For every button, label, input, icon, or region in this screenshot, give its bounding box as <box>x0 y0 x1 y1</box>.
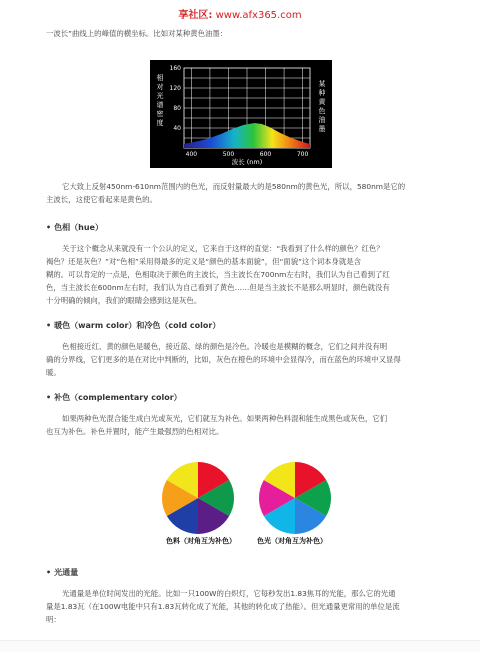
right-title-char: 色 <box>318 107 326 115</box>
warm-line-1: 色相接近红、黄的颜色是暖色，接近蓝、绿的颜色是冷色。冷暖也是模糊的概念，它们之间并没有明 <box>62 342 388 351</box>
hue-line-5: 十分明确的倾向，我们的眼睛会感到这是灰色。 <box>46 296 202 305</box>
site-header <box>0 6 480 21</box>
y-tick-label: 160 <box>169 65 181 72</box>
section-flux-title: 光通量 <box>54 568 79 577</box>
section-warm-title: 暖色（warm color）和冷色（cold color） <box>54 321 221 330</box>
x-tick-label: 500 <box>222 151 235 158</box>
intro-line: 一波长”曲线上的峰值的横坐标。比如对某种黄色油墨： <box>46 29 228 38</box>
x-tick-label: 400 <box>185 151 198 158</box>
flux-line-2: 量是1.83瓦（在100W电能中只有1.83瓦转化成了光能，其他的转化成了热能）。但光通量更常用的单位是流 <box>46 602 400 611</box>
right-title-char: 墨 <box>318 125 326 133</box>
y-tick-label: 40 <box>173 125 181 132</box>
hue-line-2: 褐色？还是灰色？”对“色相”采用得最多的定义是“颜色的基本面貌”，但“面貌”这个词本身就是含 <box>46 257 362 266</box>
y-tick-label: 120 <box>169 85 181 92</box>
page-bottom-edge <box>0 640 480 652</box>
comp-line-1: 如果两种色光混合能生成白光或灰光，它们就互为补色。如果两种色料混和能生成黑色或灰色，它们 <box>62 414 388 423</box>
y-title-char: 光 <box>156 92 164 100</box>
y-title-char: 度 <box>156 119 164 127</box>
x-tick-label: 600 <box>259 151 272 158</box>
pigment-wheel-caption: 色料（对角互为补色） <box>166 537 236 545</box>
spectral-density-chart <box>150 60 332 168</box>
section-comp-title: 补色（complementary color） <box>54 393 182 402</box>
y-title-char: 对 <box>156 83 164 91</box>
x-tick-label: 700 <box>296 151 309 158</box>
y-tick-label: 80 <box>173 105 181 112</box>
hue-line-1: 关于这个概念从来就没有一个公认的定义，它来自于这样的直觉：“我看到了什么样的颜色？红色？ <box>62 244 384 253</box>
y-title-char: 谱 <box>156 101 164 109</box>
warm-line-2: 确的分界线，它们更多的是在对比中判断的，比如，灰色在橙色的环境中会显得冷，而在蓝色的环境中又显得 <box>46 355 401 364</box>
warm-line-3: 暖。 <box>46 368 61 377</box>
pigment-color-wheel <box>162 462 234 534</box>
color-wheels <box>158 458 348 538</box>
section-complementary: • 补色（complementary color） <box>46 393 182 402</box>
flux-line-3: 明： <box>46 615 61 624</box>
flux-line-1: 光通量是单位时间发出的光能。比如一只100W的白炽灯，它每秒发出1.83焦耳的光能，那么它的光通 <box>62 589 396 598</box>
right-title-char: 种 <box>318 89 326 97</box>
hue-line-4: 色，当主波长在600nm左右时，我们认为自己看到了黄色……但是当主波长不是那么明显时，颜色就没有 <box>46 283 390 292</box>
section-hue-title: 色相（hue） <box>54 223 103 232</box>
y-title-char: 相 <box>156 74 164 82</box>
light-wheel-caption: 色光（对角互为补色） <box>257 537 327 545</box>
section-hue: • 色相（hue） <box>46 223 103 232</box>
para1-line-1: 它大致上反射450nm-610nm范围内的色光，而反射量最大的是580nm的黄色光，所以，580nm是它的 <box>62 182 406 191</box>
section-luminous-flux: • 光通量 <box>46 568 79 577</box>
comp-line-2: 也互为补色。补色并置时，能产生最强烈的色相对比。 <box>46 427 224 436</box>
right-title-char: 某 <box>318 80 326 88</box>
right-title-char: 油 <box>318 116 326 124</box>
para1-line-2: 主波长，这使它看起来是黄色的。 <box>46 195 157 204</box>
section-warm-cold: • 暖色（warm color）和冷色（cold color） <box>46 321 221 330</box>
hue-line-3: 糊的。可以肯定的一点是，色相取决于颜色的主波长，当主波长在700nm左右时，我们认为自己看到了红 <box>46 270 390 279</box>
x-axis-label: 波长 (nm) <box>231 158 263 166</box>
right-title-char: 黄 <box>318 98 326 106</box>
light-color-wheel <box>259 462 331 534</box>
site-url[interactable]: www.afx365.com <box>215 10 302 21</box>
site-logo: 享社区: <box>178 10 213 21</box>
y-title-char: 密 <box>156 110 164 118</box>
